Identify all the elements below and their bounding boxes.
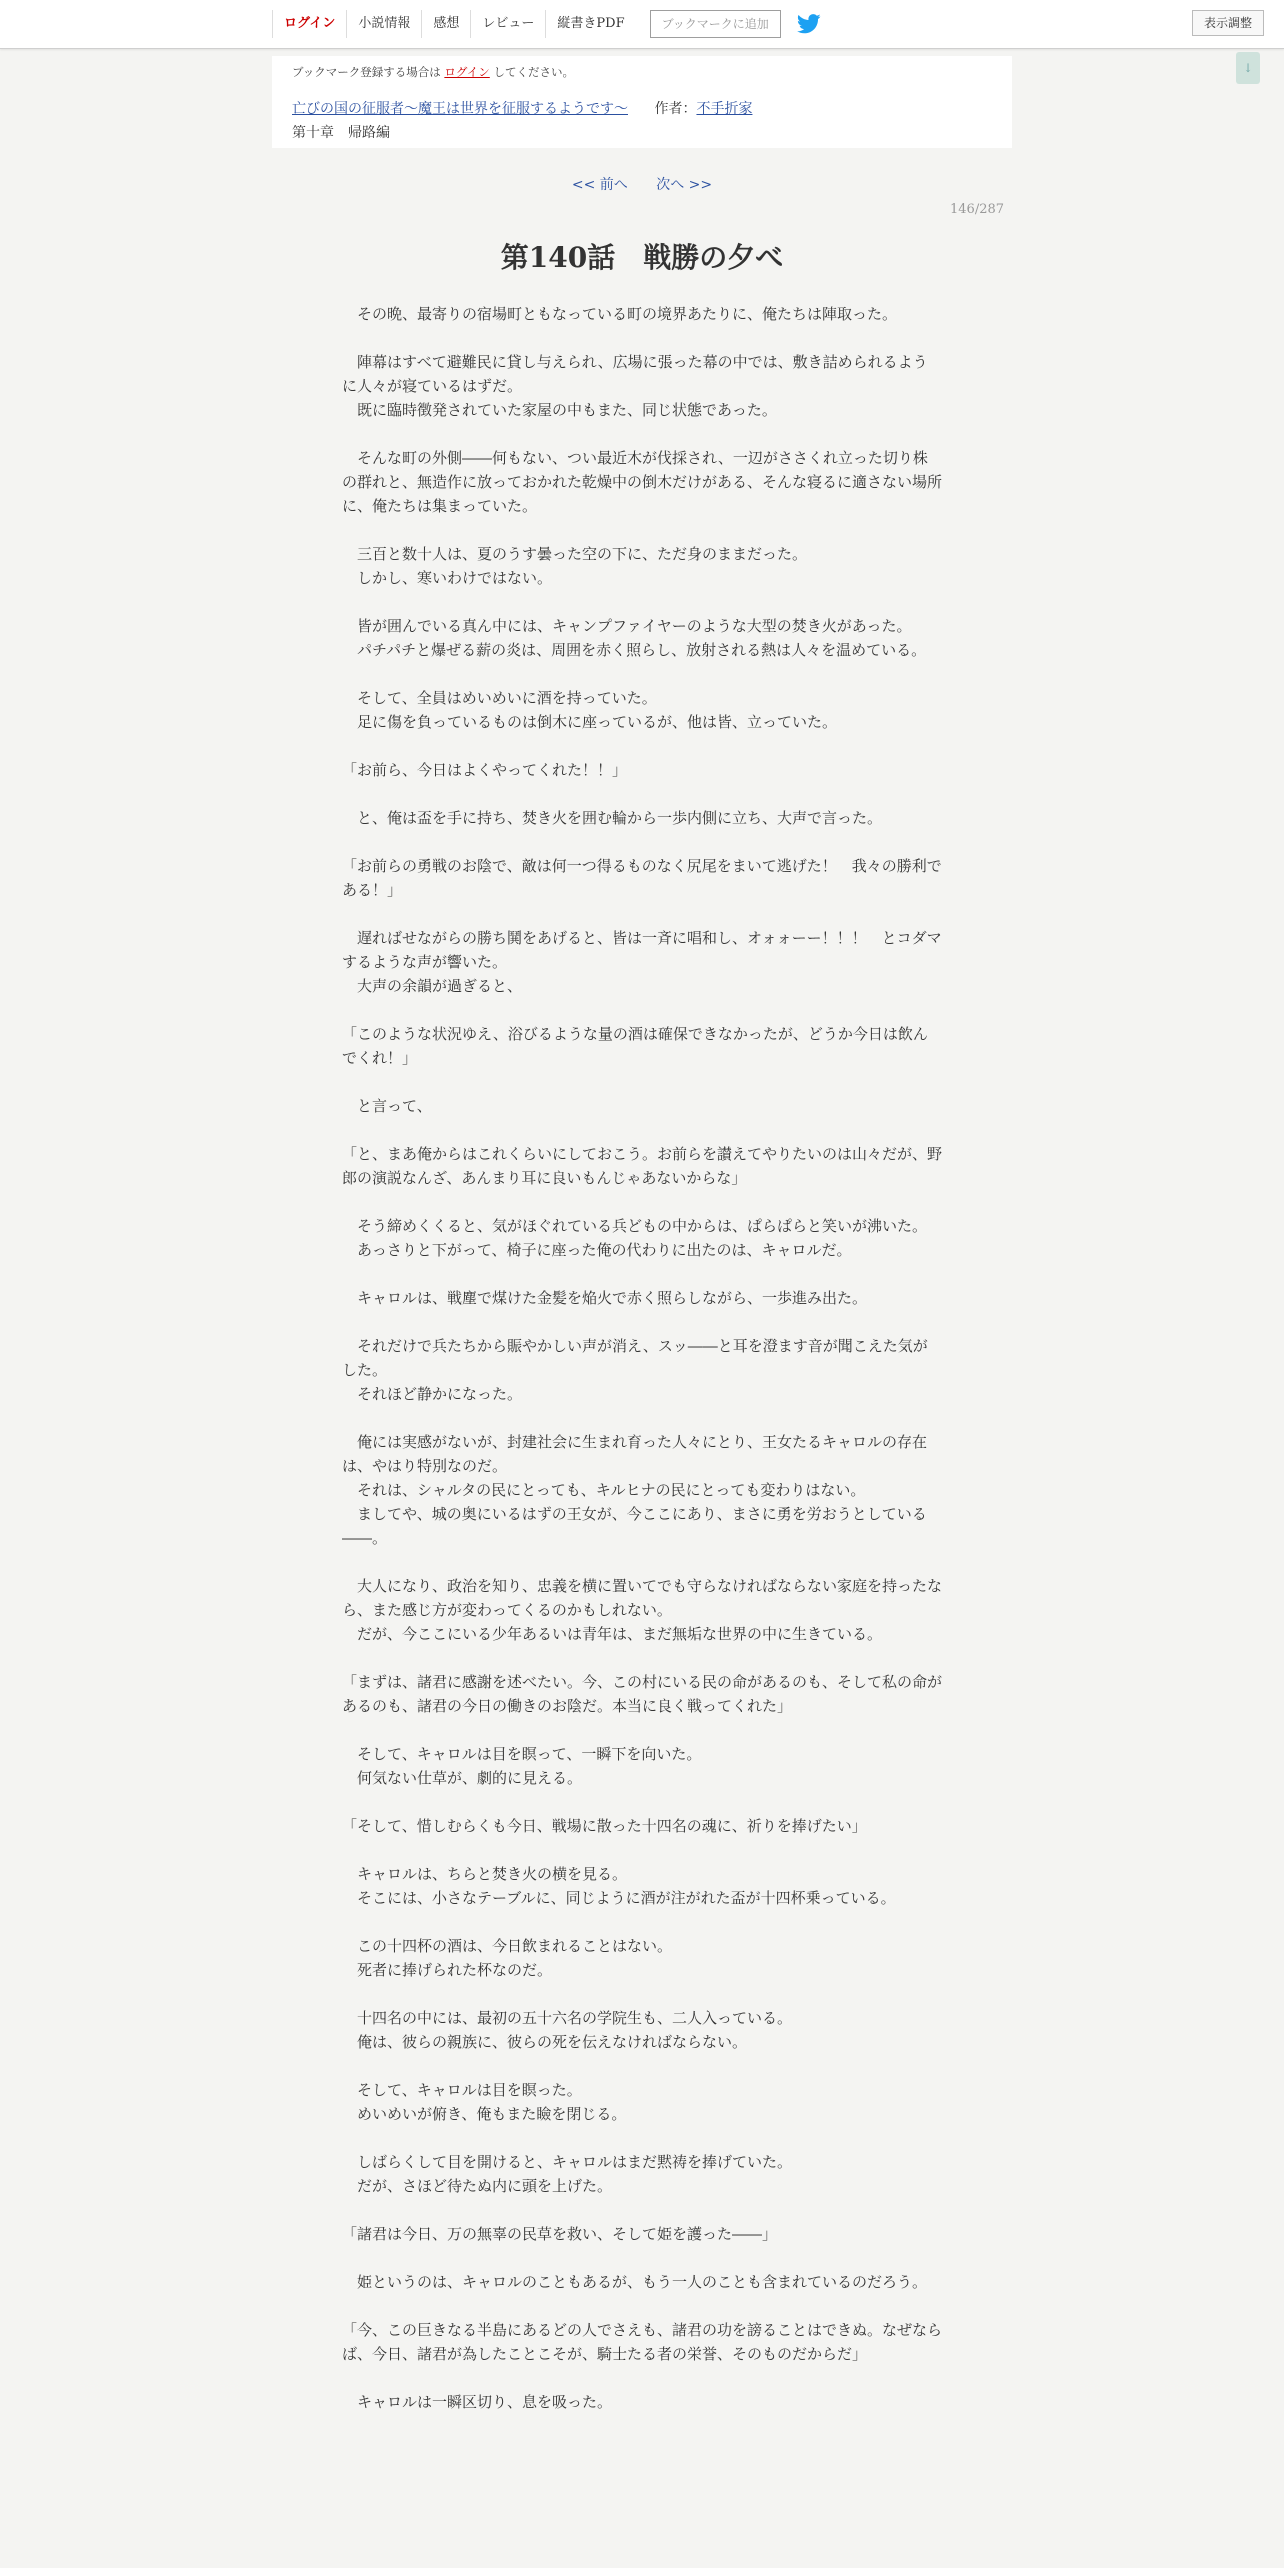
novel-info-box — [272, 56, 1012, 148]
episode-count: 146/287 — [950, 202, 1005, 217]
body-paragraph: と、俺は盃を手に持ち、焚き火を囲む輪から一歩内側に立ち、大声で言った。 — [342, 809, 883, 827]
blank-line — [342, 518, 942, 542]
nav-review-link[interactable]: レビュー — [470, 10, 545, 38]
nav-impressions-link[interactable]: 感想 — [421, 10, 470, 38]
body-paragraph: 遅ればせながらの勝ち鬨をあげると、皆は一斉に唱和し、オォォーー！！！ とコダマするような声が響いた。 — [342, 929, 942, 971]
body-paragraph: キャロルは一瞬区切り、息を吸った。 — [342, 2393, 613, 2411]
scroll-down-button[interactable]: ↓ — [1236, 52, 1260, 84]
body-paragraph: 何気ない仕草が、劇的に見える。 — [342, 1769, 583, 1787]
nav-menu — [272, 10, 821, 38]
blank-line — [342, 1310, 942, 1334]
body-paragraph: 「と、まあ俺からはこれくらいにしておこう。お前らを讃えてやりたいのは山々だが、野郎の演説なんざ、あんまり耳に良いもんじゃあないからな」 — [342, 1145, 943, 1187]
twitter-icon[interactable] — [797, 14, 821, 34]
body-paragraph: 「このような状況ゆえ、浴びるような量の酒は確保できなかったが、どうか今日は飲んでくれ！」 — [342, 1025, 928, 1067]
body-paragraph: 「そして、惜しむらくも今日、戦場に散った十四名の魂に、祈りを捧げたい」 — [342, 1817, 867, 1835]
body-paragraph: キャロルは、ちらと焚き火の横を見る。 — [342, 1865, 628, 1883]
body-paragraph: キャロルは、戦塵で煤けた金髪を焔火で赤く照らしながら、一歩進み出た。 — [342, 1289, 868, 1307]
body-paragraph: 姫というのは、キャロルのこともあるが、もう一人のことも含まれているのだろう。 — [342, 2273, 928, 2291]
body-paragraph: この十四杯の酒は、今日飲まれることはない。 — [342, 1937, 673, 1955]
body-paragraph: そんな町の外側――何もない、つい最近木が伐採され、一辺がささくれ立った切り株の群れと、無造作に放っておかれた乾燥中の倒木だけがある、そんな寝るに適さない場所に、俺たちは集まっていた。 — [342, 449, 943, 515]
blank-line — [342, 830, 942, 854]
body-paragraph: その晩、最寄りの宿場町ともなっている町の境界あたりに、俺たちは陣取った。 — [342, 305, 898, 323]
body-paragraph: しばらくして目を開けると、キャロルはまだ黙祷を捧げていた。 — [342, 2153, 793, 2171]
blank-line — [342, 1718, 942, 1742]
blank-line — [342, 1262, 942, 1286]
body-paragraph: 俺には実感がないが、封建社会に生まれ育った人々にとり、王女たるキャロルの存在は、やはり特別なのだ。 — [342, 1433, 928, 1475]
bookmark-note-post: してください。 — [493, 65, 574, 79]
author-link[interactable]: 不手折家 — [696, 101, 753, 117]
body-paragraph: めいめいが俯き、俺もまた瞼を閉じる。 — [342, 2105, 627, 2123]
blank-line — [342, 326, 942, 350]
body-paragraph: 皆が囲んでいる真ん中には、キャンプファイヤーのような大型の焚き火があった。 — [342, 617, 912, 635]
body-paragraph: そして、全員はめいめいに酒を持っていた。 — [342, 689, 657, 707]
blank-line — [342, 1550, 942, 1574]
blank-line — [342, 1838, 942, 1862]
body-paragraph: だが、さほど待たぬ内に頭を上げた。 — [342, 2177, 613, 2195]
body-paragraph: 俺は、彼らの親族に、彼らの死を伝えなければならない。 — [342, 2033, 748, 2051]
body-paragraph: 大声の余韻が過ぎると、 — [342, 977, 523, 995]
episode-title: 第140話 戦勝の夕べ — [500, 241, 784, 274]
body-paragraph: と言って、 — [342, 1097, 432, 1115]
body-paragraph: 「諸君は今日、万の無辜の民草を救い、そして姫を護った――」 — [342, 2225, 778, 2243]
novel-title-line — [292, 98, 752, 118]
body-paragraph: そして、キャロルは目を瞑った。 — [342, 2081, 582, 2099]
body-paragraph: 死者に捧げられた杯なのだ。 — [342, 1961, 553, 1979]
top-navigation-bar — [0, 0, 1284, 49]
blank-line — [342, 998, 942, 1022]
nav-login-link[interactable]: ログイン — [272, 10, 346, 38]
bookmark-login-link[interactable]: ログイン — [444, 65, 490, 79]
body-paragraph: そう締めくくると、気がほぐれている兵どもの中からは、ぱらぱらと笑いが沸いた。 — [342, 1217, 928, 1235]
body-paragraph: 足に傷を負っているものは倒木に座っているが、他は皆、立っていた。 — [342, 713, 838, 731]
novel-title-link[interactable]: 亡びの国の征服者～魔王は世界を征服するようです～ — [292, 101, 628, 117]
body-paragraph: だが、今ここにいる少年あるいは青年は、まだ無垢な世界の中に生きている。 — [342, 1625, 883, 1643]
blank-line — [342, 1790, 942, 1814]
prev-episode-link[interactable]: << 前へ — [571, 177, 628, 193]
blank-line — [342, 590, 942, 614]
body-paragraph: 既に臨時徴発されていた家屋の中もまた、同じ状態であった。 — [342, 401, 777, 419]
novel-body-text — [342, 302, 942, 2414]
body-paragraph: それほど静かになった。 — [342, 1385, 523, 1403]
body-paragraph: 陣幕はすべて避難民に貸し与えられ、広場に張った幕の中では、敷き詰められるように人々が寝ているはずだ。 — [342, 353, 928, 395]
body-paragraph: それは、シャルタの民にとっても、キルヒナの民にとっても変わりはない。 — [342, 1481, 866, 1499]
blank-line — [342, 2126, 942, 2150]
blank-line — [342, 782, 942, 806]
blank-line — [342, 2246, 942, 2270]
display-settings-button[interactable]: 表示調整 — [1192, 10, 1264, 36]
body-paragraph: そこには、小さなテーブルに、同じように酒が注がれた盃が十四杯乗っている。 — [342, 1889, 896, 1907]
body-paragraph: 「お前ら、今日はよくやってくれた！！」 — [342, 761, 628, 779]
blank-line — [342, 2054, 942, 2078]
body-paragraph: 「今、この巨きなる半島にあるどの人でさえも、諸君の功を謗ることはできぬ。なぜならば、今日、諸君が為したことこそが、騎士たる者の栄誉、そのものだからだ」 — [342, 2321, 943, 2363]
author-label: 作者： — [654, 101, 697, 117]
blank-line — [342, 422, 942, 446]
blank-line — [342, 902, 942, 926]
blank-line — [342, 1118, 942, 1142]
body-paragraph: ましてや、城の奥にいるはずの王女が、今ここにあり、まさに勇を労おうとしている――。 — [342, 1505, 927, 1547]
episode-pager — [0, 174, 1284, 194]
blank-line — [342, 2294, 942, 2318]
body-paragraph: 十四名の中には、最初の五十六名の学院生も、二人入っている。 — [342, 2009, 793, 2027]
next-episode-link[interactable]: 次へ >> — [656, 177, 713, 193]
blank-line — [342, 1190, 942, 1214]
bookmark-note-pre: ブックマーク登録する場合は — [292, 65, 441, 79]
nav-vertical-pdf-link[interactable]: 縦書きPDF — [545, 10, 635, 38]
blank-line — [342, 1406, 942, 1430]
body-paragraph: 「まずは、諸君に感謝を述べたい。今、この村にいる民の命があるのも、そして私の命があるのも、諸君の今日の働きのお陰だ。本当に良く戦ってくれた」 — [342, 1673, 943, 1715]
blank-line — [342, 1646, 942, 1670]
body-paragraph: あっさりと下がって、椅子に座った俺の代わりに出たのは、キャロルだ。 — [342, 1241, 852, 1259]
chapter-title: 第十章 帰路編 — [292, 125, 390, 141]
blank-line — [342, 1070, 942, 1094]
body-paragraph: そして、キャロルは目を瞑って、一瞬下を向いた。 — [342, 1745, 702, 1763]
blank-line — [342, 1982, 942, 2006]
body-paragraph: 大人になり、政治を知り、忠義を横に置いてでも守らなければならない家庭を持ったなら、また感じ方が変わってくるのかもしれない。 — [342, 1577, 943, 1619]
bookmark-login-note — [292, 64, 574, 80]
add-bookmark-button[interactable]: ブックマークに追加 — [650, 10, 781, 38]
body-paragraph: それだけで兵たちから賑やかしい声が消え、スッ――と耳を澄ます音が聞こえた気がした。 — [342, 1337, 928, 1379]
blank-line — [342, 2366, 942, 2390]
blank-line — [342, 734, 942, 758]
body-paragraph: パチパチと爆ぜる薪の炎は、周囲を赤く照らし、放射される熱は人々を温めている。 — [342, 641, 927, 659]
blank-line — [342, 662, 942, 686]
body-paragraph: しかし、寒いわけではない。 — [342, 569, 553, 587]
blank-line — [342, 2198, 942, 2222]
nav-novel-info-link[interactable]: 小説情報 — [346, 10, 421, 38]
body-paragraph: 「お前らの勇戦のお陰で、敵は何一つ得るものなく尻尾をまいて逃げた！ 我々の勝利である！」 — [342, 857, 942, 899]
body-paragraph: 三百と数十人は、夏のうす曇った空の下に、ただ身のままだった。 — [342, 545, 808, 563]
blank-line — [342, 1910, 942, 1934]
